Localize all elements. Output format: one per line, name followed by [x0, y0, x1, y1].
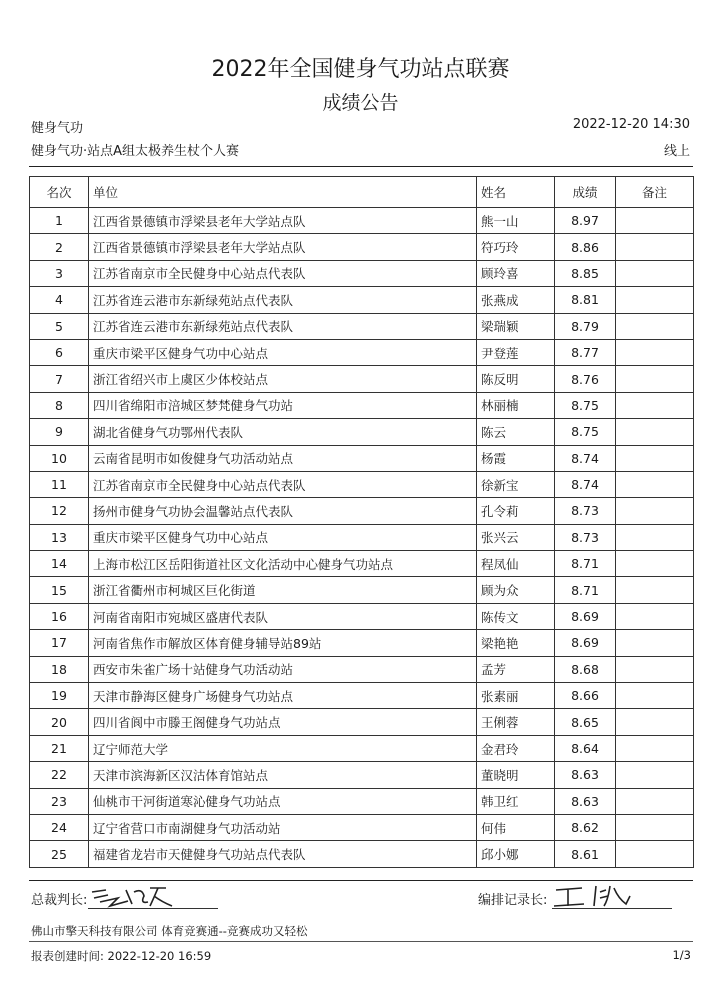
cell-name: 金君玲 — [477, 735, 555, 761]
cell-note — [616, 260, 694, 286]
cell-name: 符巧玲 — [477, 234, 555, 260]
cell-unit: 辽宁省营口市南湖健身气功活动站 — [89, 814, 477, 840]
column-header-rank: 名次 — [30, 177, 89, 208]
cell-unit: 扬州市健身气功协会温馨站点代表队 — [89, 498, 477, 524]
cell-score: 8.77 — [555, 339, 616, 365]
page-title: 2022年全国健身气功站点联赛 — [211, 57, 510, 82]
cell-score: 8.68 — [555, 656, 616, 682]
cell-note — [616, 339, 694, 365]
cell-name: 董晓明 — [477, 762, 555, 788]
cell-rank: 20 — [30, 709, 89, 735]
cell-rank: 1 — [30, 208, 89, 234]
cell-score: 8.81 — [555, 287, 616, 313]
cell-unit: 上海市松江区岳阳街道社区文化活动中心健身气功站点 — [89, 551, 477, 577]
cell-rank: 15 — [30, 577, 89, 603]
cell-rank: 18 — [30, 656, 89, 682]
cell-name: 陈传文 — [477, 603, 555, 629]
cell-note — [616, 208, 694, 234]
cell-name: 顾玲喜 — [477, 260, 555, 286]
cell-rank: 12 — [30, 498, 89, 524]
cell-name: 张燕成 — [477, 287, 555, 313]
cell-unit: 四川省绵阳市涪城区梦梵健身气功站 — [89, 392, 477, 418]
table-row — [30, 339, 694, 365]
table-row — [30, 260, 694, 286]
table-row — [30, 287, 694, 313]
cell-unit: 浙江省衢州市柯城区巨化街道 — [89, 577, 477, 603]
cell-score: 8.65 — [555, 709, 616, 735]
chief-referee-signature — [88, 878, 178, 912]
cell-name: 杨霞 — [477, 445, 555, 471]
table-row — [30, 524, 694, 550]
cell-unit: 天津市静海区健身广场健身气功站点 — [89, 683, 477, 709]
cell-note — [616, 498, 694, 524]
cell-name: 孔令莉 — [477, 498, 555, 524]
cell-unit: 江苏省南京市全民健身中心站点代表队 — [89, 471, 477, 497]
table-row — [30, 366, 694, 392]
header-divider — [29, 166, 693, 167]
table-row — [30, 392, 694, 418]
table-row — [30, 762, 694, 788]
cell-name: 韩卫红 — [477, 788, 555, 814]
cell-name: 梁瑞颖 — [477, 313, 555, 339]
cell-score: 8.85 — [555, 260, 616, 286]
cell-unit: 河南省焦作市解放区体育健身辅导站89站 — [89, 630, 477, 656]
cell-score: 8.75 — [555, 419, 616, 445]
cell-note — [616, 392, 694, 418]
cell-score: 8.71 — [555, 551, 616, 577]
cell-note — [616, 683, 694, 709]
cell-name: 林丽楠 — [477, 392, 555, 418]
cell-name: 何伟 — [477, 814, 555, 840]
cell-name: 徐新宝 — [477, 471, 555, 497]
cell-score: 8.63 — [555, 762, 616, 788]
cell-name: 顾为众 — [477, 577, 555, 603]
cell-note — [616, 471, 694, 497]
cell-note — [616, 603, 694, 629]
cell-rank: 25 — [30, 841, 89, 867]
cell-unit: 云南省昆明市如俊健身气功活动站点 — [89, 445, 477, 471]
cell-score: 8.73 — [555, 498, 616, 524]
category-label: 健身气功 — [31, 121, 84, 136]
cell-unit: 重庆市梁平区健身气功中心站点 — [89, 524, 477, 550]
footer-divider — [29, 941, 693, 942]
cell-name: 梁艳艳 — [477, 630, 555, 656]
page-subtitle: 成绩公告 — [322, 92, 399, 114]
cell-name: 尹登莲 — [477, 339, 555, 365]
table-row — [30, 788, 694, 814]
table-row — [30, 419, 694, 445]
cell-unit: 江苏省连云港市东新绿苑站点代表队 — [89, 287, 477, 313]
cell-note — [616, 524, 694, 550]
cell-note — [616, 287, 694, 313]
cell-rank: 3 — [30, 260, 89, 286]
cell-name: 陈云 — [477, 419, 555, 445]
cell-score: 8.62 — [555, 814, 616, 840]
table-row — [30, 603, 694, 629]
cell-note — [616, 709, 694, 735]
table-row — [30, 551, 694, 577]
cell-unit: 福建省龙岩市天健健身气功站点代表队 — [89, 841, 477, 867]
cell-score: 8.71 — [555, 577, 616, 603]
cell-score: 8.97 — [555, 208, 616, 234]
cell-unit: 辽宁师范大学 — [89, 735, 477, 761]
results-table — [29, 176, 694, 868]
cell-rank: 4 — [30, 287, 89, 313]
cell-note — [616, 762, 694, 788]
report-datetime: 2022-12-20 14:30 — [572, 117, 690, 132]
cell-name: 孟芳 — [477, 656, 555, 682]
cell-note — [616, 735, 694, 761]
cell-note — [616, 445, 694, 471]
table-row — [30, 313, 694, 339]
cell-note — [616, 234, 694, 260]
cell-unit: 四川省阆中市滕王阁健身气功站点 — [89, 709, 477, 735]
cell-note — [616, 841, 694, 867]
cell-rank: 9 — [30, 419, 89, 445]
cell-note — [616, 577, 694, 603]
cell-score: 8.69 — [555, 603, 616, 629]
cell-unit: 河南省南阳市宛城区盛唐代表队 — [89, 603, 477, 629]
cell-note — [616, 656, 694, 682]
cell-rank: 23 — [30, 788, 89, 814]
chief-referee-label: 总裁判长: — [31, 893, 88, 908]
report-created-time: 报表创建时间: 2022-12-20 16:59 — [31, 949, 212, 963]
cell-name: 陈反明 — [477, 366, 555, 392]
cell-score: 8.74 — [555, 471, 616, 497]
recorder-signature — [548, 878, 638, 912]
cell-score: 8.66 — [555, 683, 616, 709]
page-number: 1/3 — [672, 948, 691, 962]
cell-name: 邱小娜 — [477, 841, 555, 867]
table-row — [30, 471, 694, 497]
event-name: 健身气功·站点A组太极养生杖个人赛 — [31, 144, 240, 159]
cell-rank: 13 — [30, 524, 89, 550]
table-row — [30, 709, 694, 735]
cell-score: 8.61 — [555, 841, 616, 867]
column-header-name: 姓名 — [477, 177, 555, 208]
cell-score: 8.63 — [555, 788, 616, 814]
cell-unit: 湖北省健身气功鄂州代表队 — [89, 419, 477, 445]
cell-score: 8.75 — [555, 392, 616, 418]
cell-rank: 22 — [30, 762, 89, 788]
table-row — [30, 234, 694, 260]
cell-unit: 江苏省南京市全民健身中心站点代表队 — [89, 260, 477, 286]
table-row — [30, 656, 694, 682]
column-header-score: 成绩 — [555, 177, 616, 208]
table-header-row — [30, 177, 694, 208]
competition-mode: 线上 — [663, 144, 690, 159]
cell-rank: 10 — [30, 445, 89, 471]
table-row — [30, 683, 694, 709]
cell-note — [616, 551, 694, 577]
cell-score: 8.76 — [555, 366, 616, 392]
cell-rank: 8 — [30, 392, 89, 418]
cell-rank: 5 — [30, 313, 89, 339]
cell-unit: 江西省景德镇市浮梁县老年大学站点队 — [89, 234, 477, 260]
table-row — [30, 498, 694, 524]
cell-note — [616, 366, 694, 392]
table-row — [30, 630, 694, 656]
cell-rank: 21 — [30, 735, 89, 761]
table-row — [30, 208, 694, 234]
column-header-note: 备注 — [616, 177, 694, 208]
cell-rank: 16 — [30, 603, 89, 629]
footer-company: 佛山市擎天科技有限公司 体育竞赛通--竞赛成功又轻松 — [31, 924, 308, 938]
cell-unit: 西安市朱雀广场十站健身气功活动站 — [89, 656, 477, 682]
cell-score: 8.79 — [555, 313, 616, 339]
table-row — [30, 445, 694, 471]
cell-score: 8.69 — [555, 630, 616, 656]
table-row — [30, 841, 694, 867]
results-body — [30, 208, 694, 868]
cell-name: 程凤仙 — [477, 551, 555, 577]
cell-rank: 7 — [30, 366, 89, 392]
cell-unit: 浙江省绍兴市上虞区少体校站点 — [89, 366, 477, 392]
cell-rank: 2 — [30, 234, 89, 260]
cell-name: 张兴云 — [477, 524, 555, 550]
cell-unit: 仙桃市干河街道寒沁健身气功站点 — [89, 788, 477, 814]
cell-rank: 14 — [30, 551, 89, 577]
cell-name: 熊一山 — [477, 208, 555, 234]
table-row — [30, 814, 694, 840]
cell-note — [616, 313, 694, 339]
cell-score: 8.73 — [555, 524, 616, 550]
table-row — [30, 577, 694, 603]
cell-unit: 江苏省连云港市东新绿苑站点代表队 — [89, 313, 477, 339]
cell-rank: 19 — [30, 683, 89, 709]
cell-rank: 11 — [30, 471, 89, 497]
cell-note — [616, 419, 694, 445]
cell-unit: 重庆市梁平区健身气功中心站点 — [89, 339, 477, 365]
cell-rank: 6 — [30, 339, 89, 365]
cell-note — [616, 630, 694, 656]
cell-score: 8.86 — [555, 234, 616, 260]
cell-unit: 天津市滨海新区汉沽体育馆站点 — [89, 762, 477, 788]
cell-unit: 江西省景德镇市浮梁县老年大学站点队 — [89, 208, 477, 234]
cell-score: 8.74 — [555, 445, 616, 471]
table-row — [30, 735, 694, 761]
cell-note — [616, 788, 694, 814]
cell-note — [616, 814, 694, 840]
cell-rank: 17 — [30, 630, 89, 656]
column-header-unit: 单位 — [89, 177, 477, 208]
cell-score: 8.64 — [555, 735, 616, 761]
recorder-label: 编排记录长: — [478, 893, 548, 908]
cell-name: 张素丽 — [477, 683, 555, 709]
cell-rank: 24 — [30, 814, 89, 840]
cell-name: 王俐蓉 — [477, 709, 555, 735]
